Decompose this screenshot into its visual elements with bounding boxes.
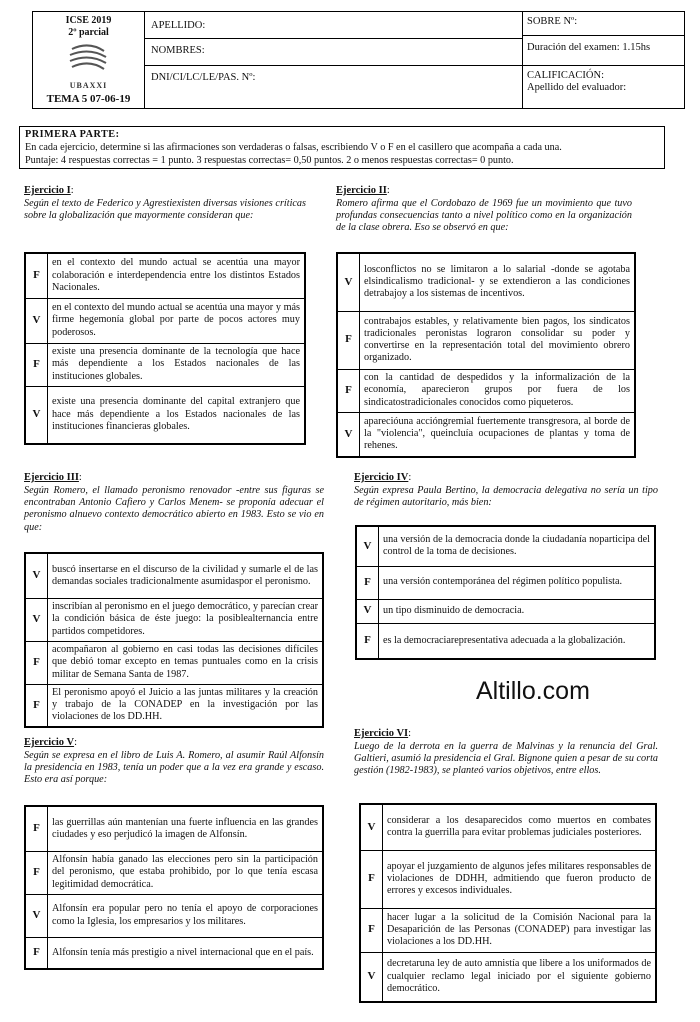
exercise-1-header: Ejercicio I: Según el texto de Federico y Agrestiexisten diversas visiones críticas sobre la globalización que mayormente consideran que:	[24, 185, 306, 222]
answer-box[interactable]: F	[25, 253, 48, 298]
table-row	[337, 253, 635, 311]
sobre-field[interactable]: SOBRE Nº:	[527, 16, 578, 27]
course-label: ICSE 2019	[65, 15, 112, 26]
exercise-3-title: Ejercicio III	[24, 472, 79, 483]
exercise-3-header: Ejercicio III: Según Romero, el llamado peronismo renovador -entre sus figuras se encontraban Antonio Cafiero y Carlos Menem- se proponía adecuar el peronismo alnuevo contexto democrático abierto en 1983. Esto se vio en que:	[24, 472, 324, 533]
statement: buscó insertarse en el discurso de la civilidad y sumarle el de las demandas sociales tradicionalmente asumidaspor el peronismo.	[48, 553, 324, 598]
answer-box[interactable]: V	[25, 553, 48, 598]
exercise-3-intro: Según Romero, el llamado peronismo renovador -entre sus figuras se encontraban Antonio Cafiero y Carlos Menem- se proponía adecuar el peronismo alnuevo contexto democrático abierto en 1983. Esto se vio en que:	[24, 484, 324, 533]
statement: con la cantidad de despedidos y la informalización de la economía, aparecieron grupos por fuera de los sindicatostradicionales conocidos como piqueteros.	[360, 369, 636, 412]
table-row	[356, 526, 655, 566]
answer-box[interactable]: F	[337, 311, 360, 369]
logo-wordmark: UBAXXI	[69, 81, 108, 90]
ubaxxi-logo	[64, 43, 114, 85]
statement: las guerrillas aún mantenían una fuerte influencia en las grandes ciudades y eso perjudicó la imagen de Alfonsín.	[48, 806, 324, 851]
answer-box[interactable]: F	[25, 684, 48, 727]
table-row	[25, 851, 323, 894]
exercise-6-title: Ejercicio VI	[354, 728, 409, 739]
exercise-4-intro: Según expresa Paula Bertino, la democracia delegativa no sería un tipo de régimen autoritario, más bien:	[354, 484, 658, 509]
statement: es la democraciarepresentativa adecuada a la globalización.	[379, 623, 656, 659]
statement: una versión contemporánea del régimen político populista.	[379, 566, 656, 599]
exercise-6-intro: Luego de la derrota en la guerra de Malvinas y la renuncia del Gral. Galtieri, asumió la presidencia el Gral. Bignone quien a pesar de su corta gestión (1982-1983), se planteó varios objetivos, entre ellos.	[354, 740, 658, 777]
answer-box[interactable]: V	[25, 298, 48, 343]
exercise-5-header: Ejercicio V: Según se expresa en el libro de Luis A. Romero, al asumir Raúl Alfonsín la presidencia en 1983, tenía un poder que a la vez era grande y escaso. Esto era así porque:	[24, 737, 324, 786]
table-row	[337, 369, 635, 412]
answer-box[interactable]: V	[356, 599, 379, 623]
dni-field[interactable]: DNI/CI/LC/LE/PAS. Nº:	[151, 72, 256, 83]
watermark: Altillo.com	[476, 677, 590, 705]
answer-box[interactable]: F	[337, 369, 360, 412]
answer-box[interactable]: V	[356, 526, 379, 566]
answer-box[interactable]: F	[25, 937, 48, 969]
answer-box[interactable]: F	[25, 851, 48, 894]
statement: Alfonsín era popular pero no tenía el apoyo de corporaciones como la Iglesia, los empresarios y los militares.	[48, 894, 324, 937]
answer-box[interactable]: V	[25, 598, 48, 641]
answer-box[interactable]: V	[360, 952, 383, 1002]
statement: inscribían al peronismo en el juego democrático, y parecían crear la condición básica de éste juego: la posiblealternancia entre partidos competidores.	[48, 598, 324, 641]
table-row	[337, 311, 635, 369]
statement: acompañaron al gobierno en casi todas las decisiones difíciles que debió tomar excepto en temas puntuales como en la crisis militar de Semana Santa de 1987.	[48, 641, 324, 684]
statement: un tipo disminuido de democracia.	[379, 599, 656, 623]
statement: Alfonsín tenía más prestigio a nivel internacional que en el país.	[48, 937, 324, 969]
table-row	[337, 412, 635, 457]
exercise-6-header: Ejercicio VI: Luego de la derrota en la guerra de Malvinas y la renuncia del Gral. Galtieri, asumió la presidencia el Gral. Bignone quien a pesar de su corta gestión (1982-1983), se planteó varios objetivos, entre ellos.	[354, 728, 658, 777]
table-row	[25, 684, 323, 727]
exercise-2-header: Ejercicio II: Romero afirma que el Cordobazo de 1969 fue un movimiento que tuvo profundas consecuencias tanto a nivel político como en la organización de la clase obrera. Eso se observó en que:	[336, 185, 632, 234]
statement: una versión de la democracia donde la ciudadanía noparticipa del control de la toma de decisiones.	[379, 526, 656, 566]
exercise-2-table	[336, 252, 636, 458]
answer-box[interactable]: V	[337, 412, 360, 457]
table-row	[360, 804, 656, 850]
evaluador-field[interactable]: Apellido del evaluador:	[527, 82, 627, 93]
table-row	[25, 937, 323, 969]
exercise-5-table	[24, 805, 324, 970]
ubaxxi-logo-icon	[64, 43, 114, 85]
answer-box[interactable]: F	[356, 566, 379, 599]
instructions-line-1: En cada ejercicio, determine si las afirmaciones son verdaderas o falsas, escribiendo V o F en el casillero que acompaña a cada una.	[25, 141, 562, 153]
table-row	[360, 952, 656, 1002]
apellido-field[interactable]: APELLIDO:	[151, 20, 206, 31]
nombres-field[interactable]: NOMBRES:	[151, 45, 205, 56]
answer-box[interactable]: F	[356, 623, 379, 659]
exercise-5-title: Ejercicio V	[24, 737, 75, 748]
exercise-2-title: Ejercicio II	[336, 185, 387, 196]
exercise-4-title: Ejercicio IV	[354, 472, 409, 483]
table-row	[360, 850, 656, 908]
exercise-1-intro: Según el texto de Federico y Agrestiexisten diversas visiones críticas sobre la globalización que mayormente consideran que:	[24, 197, 306, 222]
table-row	[25, 806, 323, 851]
answer-box[interactable]: V	[25, 894, 48, 937]
statement: El peronismo apoyó el Juicio a las juntas militares y la creación y trabajo de la CONADEP en la investigación por las violaciones de los DD.HH.	[48, 684, 324, 727]
answer-box[interactable]: F	[25, 641, 48, 684]
answer-box[interactable]: V	[360, 804, 383, 850]
table-row	[25, 641, 323, 684]
exercise-4-table	[355, 525, 656, 660]
answer-box[interactable]: V	[25, 386, 48, 444]
exam-header	[32, 11, 685, 109]
statement: apoyar el juzgamiento de algunos jefes militares responsables de violaciones de DDHH, admitiendo que fueron producto de errores y excesos individuales.	[383, 850, 657, 908]
statement: en el contexto del mundo actual se acentúa una mayor y más firme hegemonía global por parte de pocos actores muy poderosos.	[48, 298, 306, 343]
instructions-line-2: Puntaje: 4 respuestas correctas = 1 punto. 3 respuestas correctas= 0,50 puntos. 2 o menos respuestas correctas= 0 punto.	[25, 154, 514, 166]
table-row	[25, 343, 305, 386]
statement: aparecióuna accióngremial fuertemente transgresora, al borde de la "violencia", queincluía ocupaciones de plantas y toma de rehenes.	[360, 412, 636, 457]
answer-box[interactable]: V	[337, 253, 360, 311]
exam-label: 2º parcial	[68, 27, 109, 39]
calificacion-field[interactable]: CALIFICACIÓN:	[527, 70, 605, 81]
answer-box[interactable]: F	[360, 908, 383, 952]
table-row	[25, 553, 323, 598]
statement: hacer lugar a la solicitud de la Comisión Nacional para la Desaparición de las Personas (CONADEP) para investigar las violaciones a los DD.HH.	[383, 908, 657, 952]
table-row	[25, 894, 323, 937]
answer-box[interactable]: F	[25, 343, 48, 386]
tema-label: TEMA 5 07-06-19	[46, 92, 131, 105]
table-row	[356, 566, 655, 599]
header-logo-cell	[33, 12, 145, 108]
statement: considerar a los desaparecidos como muertos en combates contra la guerrilla para evitar problemas judiciales posteriores.	[383, 804, 657, 850]
instructions-box	[19, 126, 665, 169]
exercise-1-title: Ejercicio I	[24, 185, 71, 196]
statement: losconflictos no se limitaron a lo salarial -donde se agotaba elsindicalismo tradicional- y se extendieron a las condiciones detrabajoy a los sistemas de incentivos.	[360, 253, 636, 311]
statement: contrabajos estables, y relativamente bien pagos, los sindicatos tradicionales peronistas lograron consolidar su poder y convertirse en la representación total del movimiento obrero organizado.	[360, 311, 636, 369]
exercise-6-table	[359, 803, 657, 1003]
table-row	[360, 908, 656, 952]
table-row	[25, 598, 323, 641]
table-row	[356, 599, 655, 623]
exercise-5-intro: Según se expresa en el libro de Luis A. Romero, al asumir Raúl Alfonsín la presidencia en 1983, tenía un poder que a la vez era grande y escaso. Esto era así porque:	[24, 749, 324, 786]
primera-title: PRIMERA PARTE:	[25, 129, 120, 140]
table-row	[25, 386, 305, 444]
statement: existe una presencia dominante de la tecnología que hace más dependiente a los Estados nacionales de las instituciones globales.	[48, 343, 306, 386]
exercise-2-intro: Romero afirma que el Cordobazo de 1969 fue un movimiento que tuvo profundas consecuencias tanto a nivel político como en la organización de la clase obrera. Eso se observó en que:	[336, 197, 632, 234]
answer-box[interactable]: F	[25, 806, 48, 851]
statement: en el contexto del mundo actual se acentúa una mayor colaboración e interdependencia entre los distintos Estados Nacionales.	[48, 253, 306, 298]
exercise-1-table	[24, 252, 306, 445]
table-row	[25, 298, 305, 343]
statement: decretaruna ley de auto amnistía que libere a los uniformados de cualquier reclamo legal iniciado por el siguiente gobierno democrático.	[383, 952, 657, 1002]
table-row	[25, 253, 305, 298]
statement: Alfonsín había ganado las elecciones pero sin la participación del peronismo, que estaba prohibido, por lo que tenía escasa legitimidad democrática.	[48, 851, 324, 894]
exercise-3-table	[24, 552, 324, 728]
statement: existe una presencia dominante del capital extranjero que hace más dependiente a los Estados nacionales de las instituciones financieras globales.	[48, 386, 306, 444]
table-row	[356, 623, 655, 659]
exercise-4-header: Ejercicio IV: Según expresa Paula Bertino, la democracia delegativa no sería un tipo de régimen autoritario, más bien:	[354, 472, 658, 509]
duracion-label: Duración del examen: 1.15hs	[527, 42, 651, 53]
answer-box[interactable]: F	[360, 850, 383, 908]
